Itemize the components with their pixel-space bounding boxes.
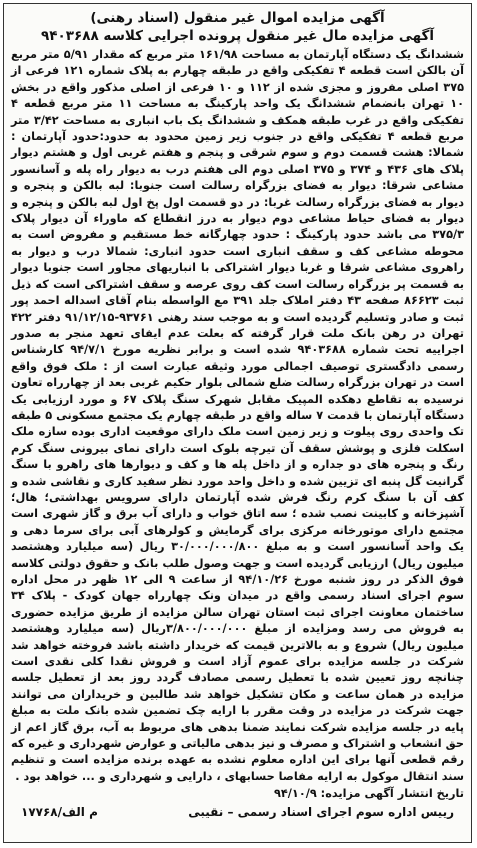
reference-number: م الف/۱۷۷۶۸ (21, 805, 98, 820)
auction-notice (3, 3, 472, 843)
notice-title: آگهی مزایده اموال غیر منقول (اسناد رهنی) (90, 10, 385, 26)
notice-body: ششدانگ یک دستگاه آپارتمان به مساحت ۱۶۱/۹۸ متر مربع که مقدار ۵/۹۱ متر مربع آن بالکن است قطعه ۴ تفکیکی واقع در طبقه چهارم به پلاک شماره ۱۲۱ فرعی از ۳۷۵ اصلی مفروز و مجزی شده از ۱۱۲ و ۱۰ فرعی از اصلی مذکور واقع در بخش ۱۰ تهران بانضمام ششدانگ یک واحد پارکینگ به مساحت ۱۱ متر مربع قطعه ۴ تفکیکی واقع در غرب طبقه همکف و ششدانگ یک باب انباری به مساحت ۳/۴۲ متر مربع قطعه ۴ تفکیکی واقع در جنوب زیر زمین محدود به حدود:حدود آپارتمان : شمالا: هشت قسمت دوم و سوم شرقی و پنجم و هفتم غربی اول و هشتم دیوار پلاک های ۴۳۶ و ۳۷۴ و ۳۷۵ اصلی دوم الی هفتم درب به دیوار راه پله و آسانسور مشاعی شرقا: دیوار به فضای بزرگراه رسالت است جنوبا: لبه بالکن و پنجره و دیوار به فضای بزرگراه رسالت غربا: در دو قسمت اول پخ اول لبه بالکن و پنجره و دیوار به فضای حیاط مشاعی دوم دیوار به درز انقطاع که ماوراء آن دیوار پلاک ۳۷۵/۳ می باشد حدود پارکینگ : حدود چهارگانه خط مستقیم و مفروض است به محوطه مشاعی کف و سقف انباری است حدود انباری: شمالا درب و دیوار به راهروی مشاعی شرقا و غربا دیوار اشتراکی با انباریهای مجاور است جنوبا دیوار به قسمت پر بزرگراه رسالت است کف روی عرصه و سقف اشتراکی است که ذیل ثبت ۸۶۶۲۳ صفحه ۴۳ دفتر املاک جلد ۳۹۱ مع الواسطه بنام آقای اسداله احمد پور ثبت و صادر وتسلیم گردیده است و به موجب سند رهنی ۹۳۷۶۱-۹۱/۱۲/۱۵ دفتر ۴۲۲ تهران در رهن بانک ملت قرار گرفته که بعلت عدم ایفای تعهد منجر به صدور اجراییه تحت شماره ۹۴۰۳۶۸۸ شده است و برابر نظریه مورخ ۹۴/۷/۱ کارشناس رسمی دادگستری توصیف اجمالی مورد وثیقه عبارت است از : ملک فوق واقع است در تهران بزرگراه رسالت ضلع شمالی بلوار حکیم غربی بعد از چهارراه تعاون نرسیده به تقاطع دهکده المپیک مقابل شهرک سنگ پلاک ۶۷ و مورد ارزیابی یک دستگاه آپارتمان با قدمت ۷ ساله واقع در طبقه چهارم یک مجتمع مسکونی ۵ طبقه تک واحدی روی پیلوت و زیر زمین است ملک دارای موقعیت اداری بوده سازه ملک اسکلت فلزی و پوشش سقف آن تیرچه بلوک است دارای نمای بیرونی سنگ کرم رنگ و پنجره های دو جداره و از داخل پله ها و کف و دیوارها های راهرو با سنگ گرانیت گل پنبه ای تزیین شده و داخل واحد مورد نظر سفید کاری و نقاشی شده و کف آن با سنگ کرم رنگ فرش شده آپارتمان دارای سرویس بهداشتی؛ هال؛ آشپزخانه و کابینت نصب شده ؛ سه اتاق خواب و دارای آب برق و گاز شهری است مجتمع دارای موتورخانه مرکزی برای گرمایش و کولرهای آبی برای سرما دهی و یک واحد آسانسور است و به مبلغ ۳۰/۰۰۰/۰۰۰/۸۰۰ ریال (سه میلیارد وهشتصد میلیون ریال) ارزیابی گردیده است و جهت وصول طلب بانک و حقوق دولتی کلاسه فوق الذکر در روز شنبه مورخ ۹۴/۱۰/۲۶ از ساعت ۹ الی ۱۲ ظهر در محل اداره سوم اجرای اسناد رسمی واقع در میدان ونک چهارراه جهان کودک - پلاک ۳۴ ساختمان معاونت اجرای ثبت استان تهران سالن مزایده از طریق مزایده حضوری به فروش می رسد ومزایده از مبلغ ۳/۸۰۰/۰۰۰/۰۰۰ریال (سه میلیارد وهشتصد میلیون ریال) شروع و به بالاترین قیمت که خریدار داشته باشد فروخته خواهد شد شرکت در جلسه مزایده برای عموم آزاد است و فروش نقدا کلی نقدی است چنانچه روز تعیین شده با تعطیل رسمی مصادف گردد روز بعد از تعطیل جلسه مزایده در همان ساعت و مکان تشکیل خواهد شد طالبین و خریداران می توانند جهت شرکت در مزایده در وقت مقرر با ارایه چک تضمین شده بانک ملت به مبلغ پایه در جلسه مزایده شرکت نمایند ضمنا بدهی های مربوط به آب، برق گاز اعم از حق انشعاب و اشتراک و مصرف و نیز بدهی مالیاتی و عوارض شهرداری و غیره که رقم قطعی آنها برای این اداره معلوم نشده به عهده برنده مزایده است و تنظیم سند انتقال موکول به ارایه مفاصا حسابهای ، دارایی و شهرداری و ... خواهد بود . (11, 48, 465, 783)
publish-date: تاریخ انتشار آگهی مزایده: ۹۴/۱۰/۹ (274, 787, 464, 801)
notice-subtitle: آگهی مزایده مال غیر منقول پرونده اجرایی کلاسه ۹۴۰۳۶۸۸ (41, 28, 434, 44)
notice-footer (11, 803, 464, 821)
signature: رییس اداره سوم اجرای اسناد رسمی – نقیبی (188, 805, 454, 820)
